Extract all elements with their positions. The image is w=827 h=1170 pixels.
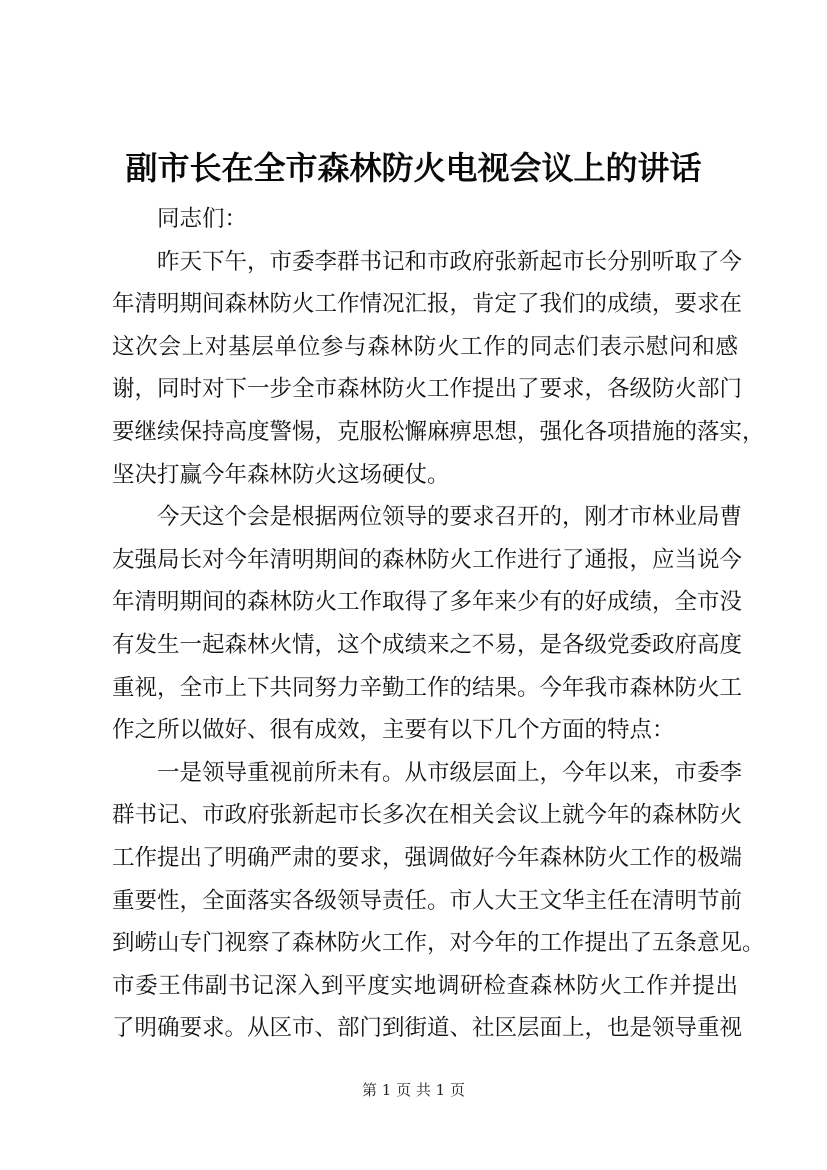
text-line: 一是领导重视前所未有。从市级层面上，今年以来，市委李 [157, 759, 743, 786]
text-line: 友强局长对今年清明期间的森林防火工作进行了通报，应当说今 [112, 546, 743, 573]
document-body [112, 198, 765, 1050]
text-line: 群书记、市政府张新起市长多次在相关会议上就今年的森林防火 [112, 802, 743, 829]
document-title: 副市长在全市森林防火电视会议上的讲话 [125, 149, 702, 187]
text-line: 今天这个会是根据两位领导的要求召开的，刚才市林业局曹 [157, 504, 743, 531]
text-line: 这次会上对基层单位参与森林防火工作的同志们表示慰问和感 [112, 333, 738, 360]
text-line: 年清明期间森林防火工作情况汇报，肯定了我们的成绩，要求在 [112, 291, 743, 318]
text-line: 要继续保持高度警惕，克服松懈麻痹思想，强化各项措施的落实， [112, 418, 765, 445]
text-line: 重视，全市上下共同努力辛勤工作的结果。今年我市森林防火工 [112, 674, 743, 701]
text-line: 年清明期间的森林防火工作取得了多年来少有的好成绩，全市没 [112, 589, 743, 616]
text-line: 作之所以做好、很有成效，主要有以下几个方面的特点： [112, 717, 675, 744]
text-line: 有发生一起森林火情，这个成绩来之不易，是各级党委政府高度 [112, 631, 743, 658]
text-line: 谢，同时对下一步全市森林防火工作提出了要求，各级防火部门 [112, 376, 743, 403]
text-line: 了明确要求。从区市、部门到街道、社区层面上，也是领导重视 [112, 1015, 743, 1042]
text-line: 昨天下午，市委李群书记和市政府张新起市长分别听取了今 [157, 248, 743, 275]
text-line: 重要性，全面落实各级领导责任。市人大王文华主任在清明节前 [112, 887, 743, 914]
text-line: 市委王伟副书记深入到平度实地调研检查森林防火工作并提出 [112, 972, 738, 999]
text-line: 工作提出了明确严肃的要求，强调做好今年森林防火工作的极端 [112, 844, 743, 871]
page-footer: 第 1 页 共 1 页 [362, 1081, 465, 1099]
text-line: 同志们： [157, 206, 248, 232]
text-line: 坚决打赢今年森林防火这场硬仗。 [112, 461, 450, 488]
text-line: 到崂山专门视察了森林防火工作，对今年的工作提出了五条意见。 [112, 930, 765, 957]
